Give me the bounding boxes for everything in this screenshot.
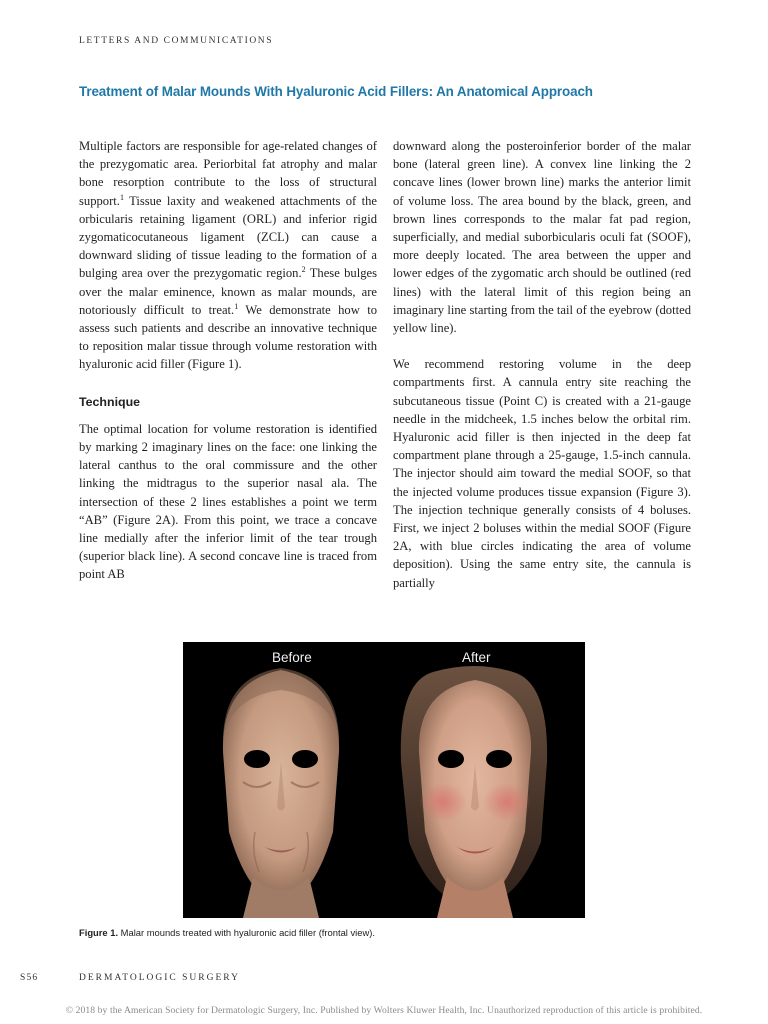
- journal-name: DERMATOLOGIC SURGERY: [79, 973, 240, 983]
- running-head: LETTERS AND COMMUNICATIONS: [79, 36, 274, 46]
- caption-text: Malar mounds treated with hyaluronic acid filler (frontal view).: [118, 927, 375, 938]
- before-after-faces: [183, 642, 585, 918]
- intro-text-c: These bulges over the malar eminence, known as malar mounds, are notoriously difficult to treat.: [79, 266, 377, 317]
- after-label: After: [462, 650, 491, 665]
- intro-paragraph: [79, 137, 377, 374]
- reference-1: 1: [119, 192, 124, 202]
- left-column: [79, 137, 377, 584]
- after-face: [401, 666, 547, 918]
- figure-1-image: [183, 642, 585, 918]
- injection-paragraph: We recommend restoring volume in the deep compartments first. A cannula entry site reaching the subcutaneous tissue (Point C) is created with a 21-gauge needle in the midcheek, 1.5 inches below the orbital rim. Hyaluronic acid filler is then injected in the deep fat compartment plane through a 25-gauge, 1.5-inch cannula. The injector should aim toward the medial SOOF, so that the injected volume produces tissue expansion (Figure 3). The injection technique generally consists of 4 boluses. First, we inject 2 boluses within the medial SOOF (Figure 2A, with blue circles indicating the area of volume deposition). Using the same entry site, the cannula is partially: [393, 357, 691, 590]
- reference-1-repeat: 1: [234, 301, 239, 311]
- figure-caption: [79, 927, 699, 938]
- right-column: [393, 137, 691, 592]
- malar-lines-paragraph: downward along the posteroinferior border of the malar bone (lateral green line). A convex line linking the 2 concave lines (lower brown line) marks the anterior limit of volume loss. The area bound by the black, green, and brown lines corresponds to the malar fat pad region, superficially, and medial suborbicularis oculi fat (SOOF), more deeply located. The area between the upper and lower edges of the zygomatic arch should be outlined (red lines) with the lateral limit of this region being an imaginary line starting from the tail of the eyebrow (dotted yellow line).: [393, 139, 691, 336]
- copyright-notice: © 2018 by the American Society for Dermatologic Surgery, Inc. Published by Wolters Kluwer Health, Inc. Unauthorized reproduction of this article is prohibited.: [65, 1005, 703, 1016]
- caption-label: Figure 1.: [79, 927, 119, 938]
- technique-heading: Technique: [79, 394, 141, 409]
- reference-2: 2: [301, 265, 306, 275]
- intro-text-a: Multiple factors are responsible for age-related changes of the prezygomatic area. Periorbital fat atrophy and malar bone resorption contribute to the loss of structural support.: [79, 139, 377, 208]
- intro-text-d: We demonstrate how to assess such patients and describe an innovative technique to reposition malar tissue through volume restoration with hyaluronic acid filler (Figure 1).: [79, 302, 377, 372]
- before-label: Before: [272, 650, 312, 665]
- technique-paragraph: The optimal location for volume restoration is identified by marking 2 imaginary lines on the face: one linking the lateral canthus to the oral commissure and the other linking the midtragus to the superior nasal ala. The intersection of these 2 lines establishes a point we term “AB” (Figure 2A). From this point, we trace a concave line medially after the inferior limit of the tear trough (superior black line). A second concave line is traced from point AB: [79, 421, 377, 582]
- before-face: [223, 668, 339, 918]
- article-title: Treatment of Malar Mounds With Hyaluronic Acid Fillers: An Anatomical Approach: [79, 84, 593, 99]
- intro-text-b: Tissue laxity and weakened attachments of the orbicularis retaining ligament (ORL) and inferior rigid zygomaticocutaneous ligament (ZCL) can cause a downward sliding of tissue leading to the formation of a bulging area over the prezygomatic region.: [79, 193, 377, 281]
- page-number: S56: [20, 973, 39, 983]
